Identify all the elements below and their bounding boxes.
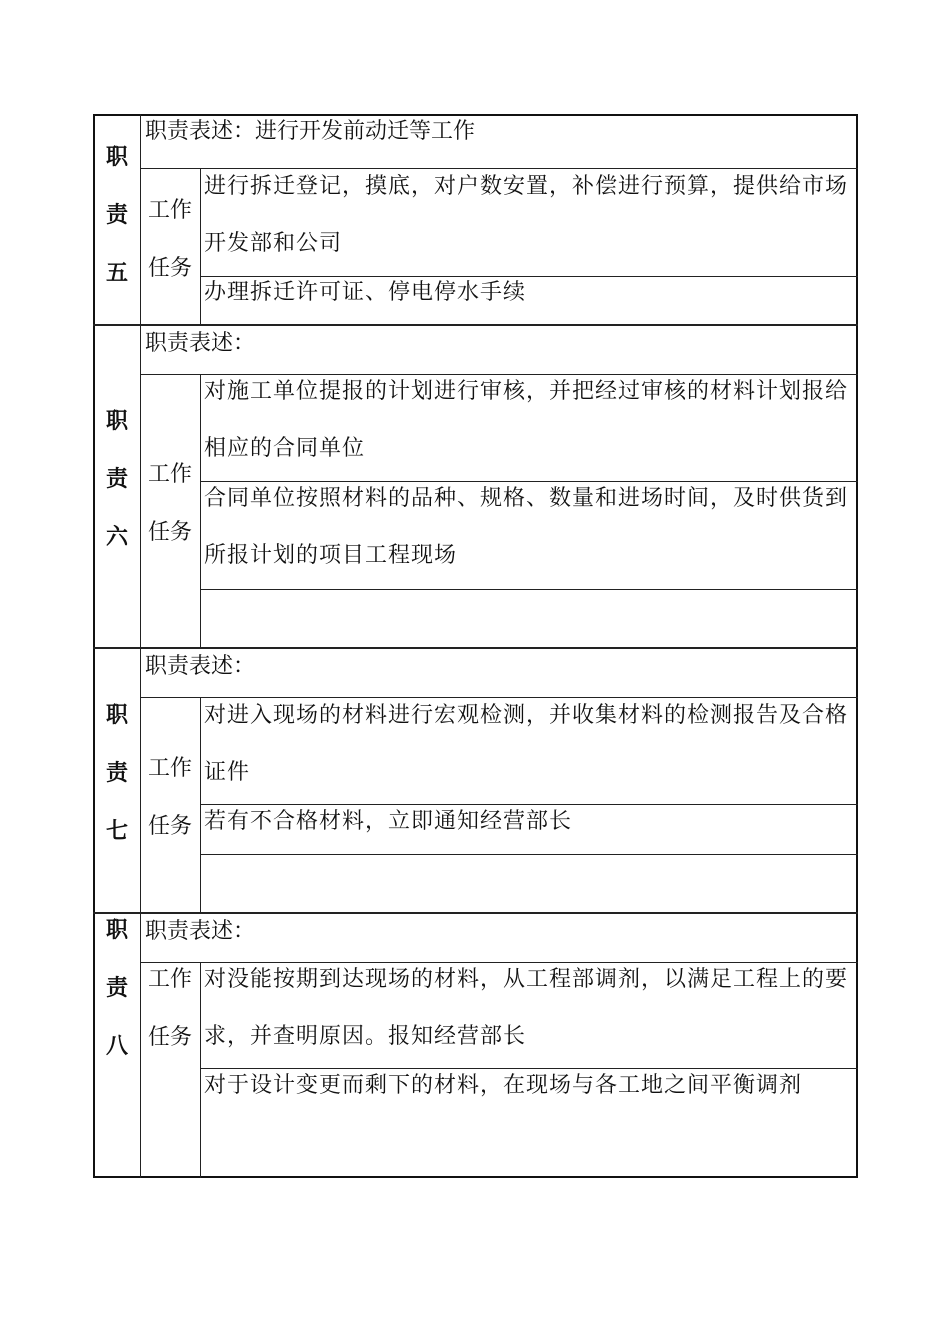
duty-seven-bottom-rule: [93, 912, 858, 914]
task-label: 工作 任务: [147, 462, 192, 545]
task-item: 合同单位按照材料的品种、规格、数量和进场时间，及时供货到所报计划的项目工程现场: [204, 486, 849, 568]
row-rule: [200, 854, 858, 855]
duty-description: 职责表述：: [145, 654, 256, 679]
duty-description: 职责表述：: [145, 331, 256, 356]
duty-heading-char: 职: [105, 408, 128, 434]
duty-heading-char: 七: [105, 818, 128, 844]
duty-heading-char: 六: [105, 524, 128, 550]
duty-heading: [94, 392, 140, 566]
row-rule: [200, 589, 858, 590]
column-rule: [200, 168, 201, 324]
task-item: 办理拆迁许可证、停电停水手续: [204, 280, 527, 305]
duty-description: 职责表述：: [145, 919, 256, 944]
duty-heading-char: 五: [105, 260, 128, 286]
duty-heading-char: 八: [105, 1033, 128, 1059]
duty-heading-char: 职: [105, 702, 128, 728]
task-item: 对没能按期到达现场的材料，从工程部调剂，以满足工程上的要求，并查明原因。报知经营部长: [204, 967, 849, 1049]
column-rule: [200, 962, 201, 1178]
task-label: 工作 任务: [147, 198, 192, 281]
duty-five-bottom-rule: [93, 324, 858, 326]
task-item: 对进入现场的材料进行宏观检测，并收集材料的检测报告及合格证件: [204, 703, 849, 785]
task-item: 对于设计变更而剩下的材料，在现场与各工地之间平衡调剂: [204, 1073, 803, 1098]
duty-heading-char: 责: [105, 975, 128, 1001]
duty-heading-char: 责: [105, 466, 128, 492]
duty-heading: [94, 901, 140, 1075]
duty-heading-char: 职: [105, 144, 128, 170]
task-label: 工作 任务: [147, 967, 192, 1050]
duty-description: 职责表述：进行开发前动迁等工作: [145, 119, 476, 144]
column-rule: [200, 374, 201, 647]
task-item: 对施工单位提报的计划进行审核，并把经过审核的材料计划报给相应的合同单位: [204, 379, 849, 461]
duty-heading-char: 责: [105, 202, 128, 228]
duty-heading: [94, 128, 140, 302]
column-rule: [200, 697, 201, 912]
task-item: 进行拆迁登记，摸底，对户数安置，补偿进行预算，提供给市场开发部和公司: [204, 174, 849, 256]
duty-six-bottom-rule: [93, 647, 858, 649]
task-label: 工作 任务: [147, 756, 192, 839]
duty-heading-char: 职: [105, 917, 128, 943]
task-item: 若有不合格材料，立即通知经营部长: [204, 809, 573, 834]
duty-heading: [94, 686, 140, 860]
duty-heading-char: 责: [105, 760, 128, 786]
